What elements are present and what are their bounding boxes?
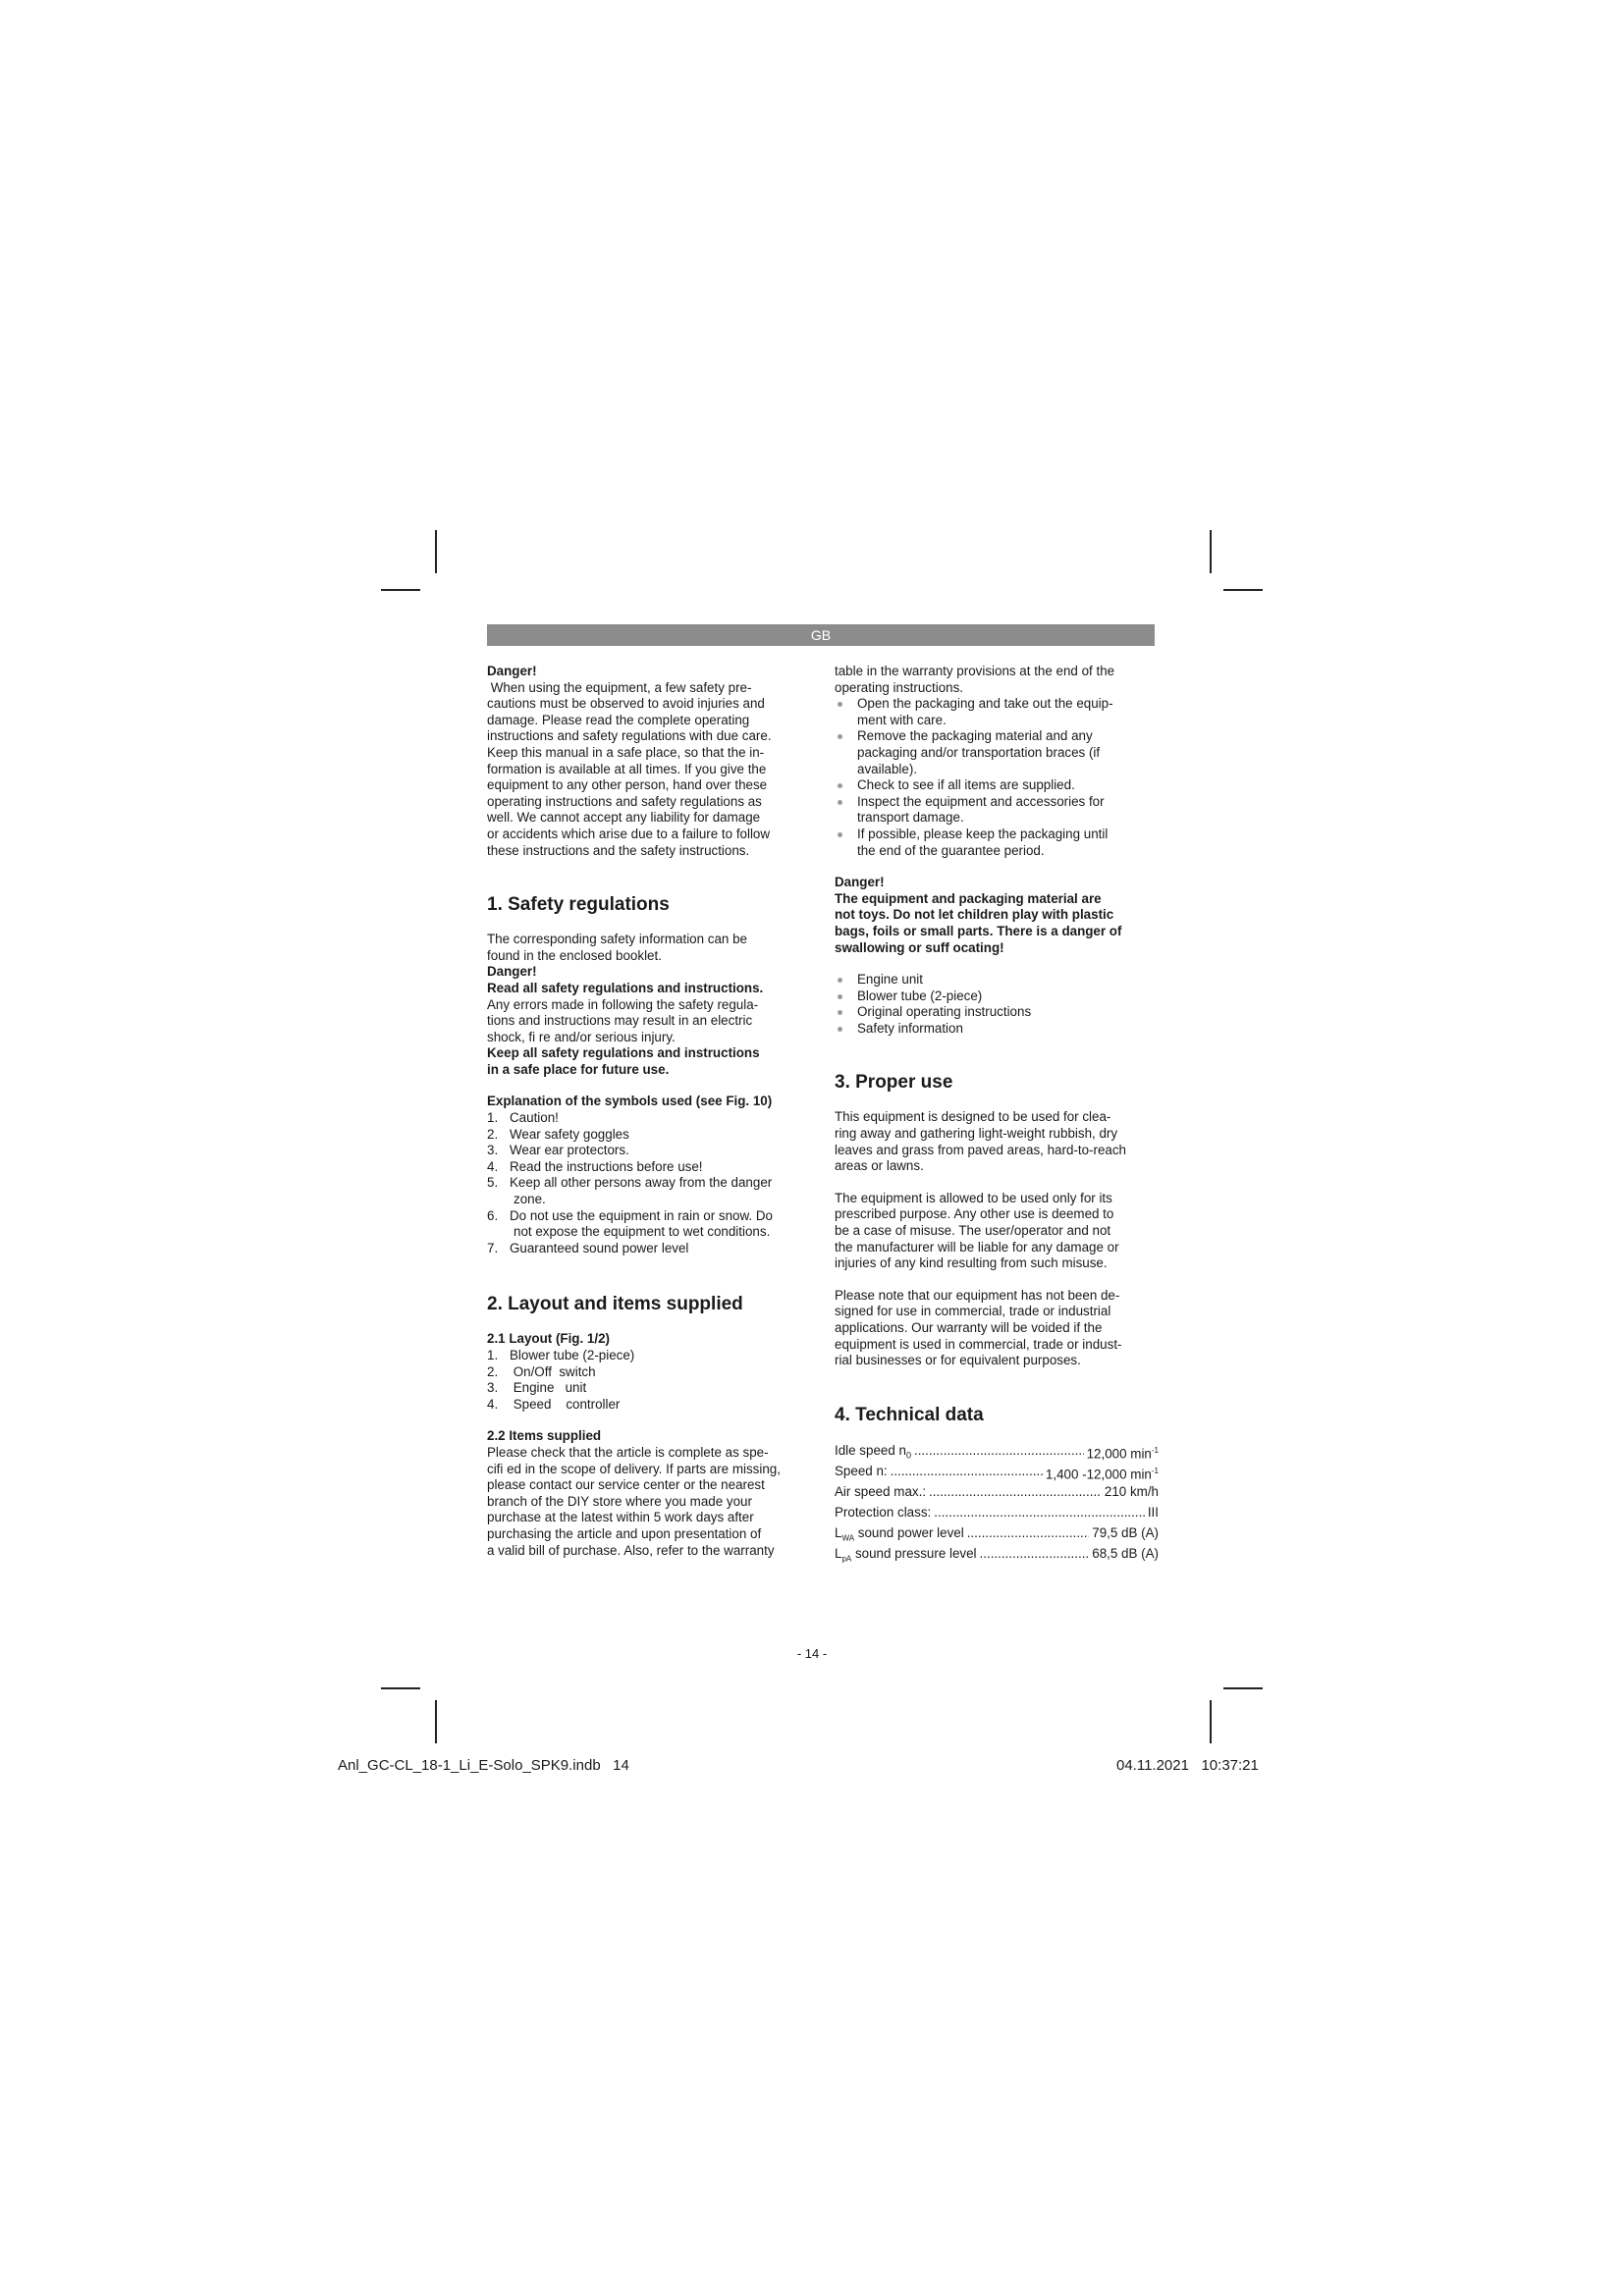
text-line: the manufacturer will be liable for any damage or [835,1239,1119,1255]
list-text: Blower tube (2-piece) [857,988,983,1003]
crop-mark-top-left-horizontal [381,589,420,591]
list-number: 3. [487,1143,499,1158]
tech-label: Idle speed n [835,1442,906,1458]
list-text: available). [857,761,918,776]
text-line: swallowing or suff ocating! [835,939,1004,955]
danger-warning [835,891,1159,956]
text-line: ring away and gathering light-weight rubbish, dry [835,1126,1118,1142]
text-line: branch of the DIY store where you made your [487,1493,752,1509]
tech-value: 79,5 dB (A) [1092,1524,1159,1540]
list-text: Wear ear protectors. [510,1143,629,1158]
crop-mark-top-right-horizontal [1223,589,1263,591]
text-line: areas or lawns. [835,1158,924,1174]
tech-value: 1,400 -12,000 min [1045,1467,1152,1482]
list-item [835,794,1159,827]
section-1-heading: 1. Safety regulations [487,894,670,916]
text-line: please contact our service center or the nearest [487,1477,765,1493]
danger-title: Danger! [835,875,885,890]
symbols-list [487,1110,811,1256]
tech-label: sound pressure level [851,1545,977,1561]
tech-value: 210 km/h [1104,1483,1159,1499]
tech-row-sound-power [835,1522,1159,1543]
section-2-2-paragraph [487,1445,811,1559]
text-line: a valid bill of purchase. Also, refer to the warranty [487,1542,775,1558]
section-3-heading: 3. Proper use [835,1072,953,1094]
list-item [835,988,1159,1005]
list-item [487,1110,811,1127]
list-item [487,1348,811,1364]
list-number: 1. [487,1110,499,1126]
list-text: Inspect the equipment and accessories for [857,793,1105,809]
text-line: instructions and safety regulations with due care. [487,728,772,744]
tech-label: Air speed max.: [835,1483,927,1499]
text-line: equipment is used in commercial, trade or indust- [835,1336,1122,1352]
tech-label-subscript: pA [841,1554,852,1564]
text-line: Please note that our equipment has not been de- [835,1287,1120,1303]
tech-value-superscript: -1 [1151,1445,1159,1455]
tech-value: 12,000 min [1086,1446,1152,1462]
crop-mark-bottom-left-vertical [435,1700,437,1743]
technical-data-table [835,1440,1159,1564]
list-text: Wear safety goggles [510,1126,629,1142]
text-line: Any errors made in following the safety regula- [487,996,759,1012]
list-number: 3. [487,1380,499,1396]
tech-value: 68,5 dB (A) [1092,1545,1159,1561]
text-line: bags, foils or small parts. There is a danger of [835,923,1122,938]
text-line: prescribed purpose. Any other use is deemed to [835,1206,1114,1222]
text-line: cautions must be observed to avoid injuries and [487,696,765,712]
section-1-intro [487,932,811,964]
text-line: injuries of any kind resulting from such misuse. [835,1255,1108,1271]
tech-label: Protection class: [835,1504,932,1520]
leader-dots [891,1461,1043,1481]
text-line: well. We cannot accept any liability for damage [487,810,761,826]
list-item [487,1208,811,1241]
list-number: 2. [487,1363,499,1379]
text-line: shock, fi re and/or serious injury. [487,1029,676,1044]
list-text: Blower tube (2-piece) [510,1348,635,1362]
list-item [835,972,1159,988]
list-text: packaging and/or transportation braces (if [857,744,1101,760]
footer-timestamp: 04.11.2021 10:37:21 [1116,1757,1259,1774]
list-item [835,696,1159,728]
tech-value-superscript: -1 [1151,1466,1159,1475]
text-line: The corresponding safety information can be [487,932,747,947]
list-text: Engine unit [857,972,924,988]
list-item [487,1175,811,1207]
text-line: This equipment is designed to be used for clea- [835,1109,1111,1125]
text-line: not toys. Do not let children play with plastic [835,907,1114,923]
tech-row-protection-class [835,1502,1159,1522]
list-text: Engine unit [510,1380,587,1396]
list-text: Open the packaging and take out the equip- [857,696,1113,712]
list-text: Guaranteed sound power level [510,1240,689,1255]
text-line: in a safe place for future use. [487,1061,670,1077]
list-number: 4. [487,1158,499,1174]
text-line: The equipment and packaging material are [835,890,1102,906]
leader-dots [980,1543,1090,1564]
list-text: not expose the equipment to wet conditions. [514,1224,771,1240]
text-line: signed for use in commercial, trade or industrial [835,1304,1111,1319]
text-line: When using the equipment, a few safety pre- [487,679,752,695]
list-item [835,728,1159,777]
list-item [487,1159,811,1176]
leader-dots [929,1481,1102,1502]
list-text: the end of the guarantee period. [857,842,1045,858]
supplied-items-list [835,972,1159,1037]
section-1-keep [487,1045,811,1078]
tech-row-idle-speed [835,1440,1159,1461]
text-line: or accidents which arise due to a failure to follow [487,826,771,841]
text-line: operating instructions. [835,679,964,695]
list-item [487,1380,811,1397]
list-item [487,1241,811,1257]
section-2-2-heading: 2.2 Items supplied [487,1428,602,1444]
crop-mark-top-right-vertical [1210,530,1212,573]
list-number: 6. [487,1207,499,1223]
list-text: Speed controller [510,1396,621,1412]
text-line: table in the warranty provisions at the end of the [835,664,1115,678]
list-number: 1. [487,1348,499,1362]
list-item [835,1004,1159,1021]
list-item [835,777,1159,794]
crop-mark-bottom-right-vertical [1210,1700,1212,1743]
tech-row-speed [835,1461,1159,1481]
leader-dots [914,1440,1084,1461]
section-3-paragraph-2 [835,1191,1159,1272]
list-number: 7. [487,1240,499,1255]
section-1-read-all: Read all safety regulations and instructions. [487,980,764,995]
text-line: Keep this manual in a safe place, so that the in- [487,744,765,760]
footer-filename: Anl_GC-CL_18-1_Li_E-Solo_SPK9.indb 14 [338,1757,629,1774]
text-line: The equipment is allowed to be used only for its [835,1190,1112,1205]
warranty-continuation [835,664,1159,696]
page-number: - 14 - [796,1646,828,1661]
list-number: 2. [487,1126,499,1142]
list-text: Do not use the equipment in rain or snow. Do [510,1207,773,1223]
text-line: equipment to any other person, hand over these [487,777,768,793]
text-line: damage. Please read the complete operating [487,712,750,727]
left-column [487,664,811,1559]
crop-mark-bottom-right-horizontal [1223,1687,1263,1689]
list-text: ment with care. [857,712,947,727]
list-item [835,827,1159,859]
symbols-heading: Explanation of the symbols used (see Fig. 10) [487,1094,773,1109]
list-text: If possible, please keep the packaging until [857,826,1109,841]
list-text: On/Off switch [510,1363,596,1379]
list-number: 4. [487,1396,499,1412]
list-item [487,1127,811,1144]
list-number: 5. [487,1175,499,1191]
text-line: found in the enclosed booklet. [487,947,662,963]
text-line: leaves and grass from paved areas, hard-to-reach [835,1142,1126,1157]
section-1-danger: Danger! [487,964,537,980]
list-item [487,1364,811,1381]
leader-dots [967,1522,1090,1543]
text-line: applications. Our warranty will be voided if the [835,1320,1103,1335]
list-text: Caution! [510,1110,559,1126]
tech-value: III [1147,1504,1159,1520]
right-column [835,664,1159,1564]
section-3-paragraph-3 [835,1288,1159,1369]
list-text: zone. [514,1192,546,1207]
intro-danger-title: Danger! [487,664,537,678]
list-item [487,1143,811,1159]
tech-label: L [835,1545,842,1561]
text-line: cifi ed in the scope of delivery. If parts are missing, [487,1461,781,1476]
leader-dots [934,1502,1145,1522]
tech-row-sound-pressure [835,1543,1159,1564]
section-2-heading: 2. Layout and items supplied [487,1294,743,1315]
text-line: rial businesses or for equivalent purposes. [835,1353,1081,1368]
list-item [487,1397,811,1414]
text-line: formation is available at all times. If you give the [487,761,767,776]
tech-label: sound power level [854,1524,964,1540]
list-text: Remove the packaging material and any [857,728,1093,744]
section-2-1-heading: 2.1 Layout (Fig. 1/2) [487,1331,611,1347]
language-header-bar: GB [487,624,1155,646]
list-item [835,1021,1159,1038]
list-text: transport damage. [857,810,964,826]
text-line: operating instructions and safety regulations as [487,793,762,809]
list-text: Safety information [857,1020,963,1036]
tech-label: L [835,1524,842,1540]
text-line: Please check that the article is complete as spe- [487,1444,769,1460]
layout-list [487,1348,811,1413]
text-line: these instructions and the safety instructions. [487,842,750,858]
intro-paragraph [487,680,811,860]
text-line: purchasing the article and upon presentation of [487,1525,762,1541]
tech-row-air-speed [835,1481,1159,1502]
crop-mark-bottom-left-horizontal [381,1687,420,1689]
text-line: Keep all safety regulations and instructions [487,1045,760,1061]
list-text: Check to see if all items are supplied. [857,777,1075,793]
unpacking-list [835,696,1159,859]
text-line: tions and instructions may result in an electric [487,1013,753,1029]
list-text: Keep all other persons away from the danger [510,1175,773,1191]
tech-label: Speed n: [835,1463,888,1478]
tech-label-subscript: 0 [905,1450,911,1461]
section-1-errors [487,997,811,1046]
tech-label-subscript: WA [841,1533,855,1543]
crop-mark-top-left-vertical [435,530,437,573]
section-3-paragraph-1 [835,1109,1159,1174]
section-4-heading: 4. Technical data [835,1404,984,1425]
list-text: Original operating instructions [857,1004,1032,1020]
list-text: Read the instructions before use! [510,1158,703,1174]
text-line: purchase at the latest within 5 work days after [487,1510,754,1525]
text-line: be a case of misuse. The user/operator and not [835,1223,1111,1239]
